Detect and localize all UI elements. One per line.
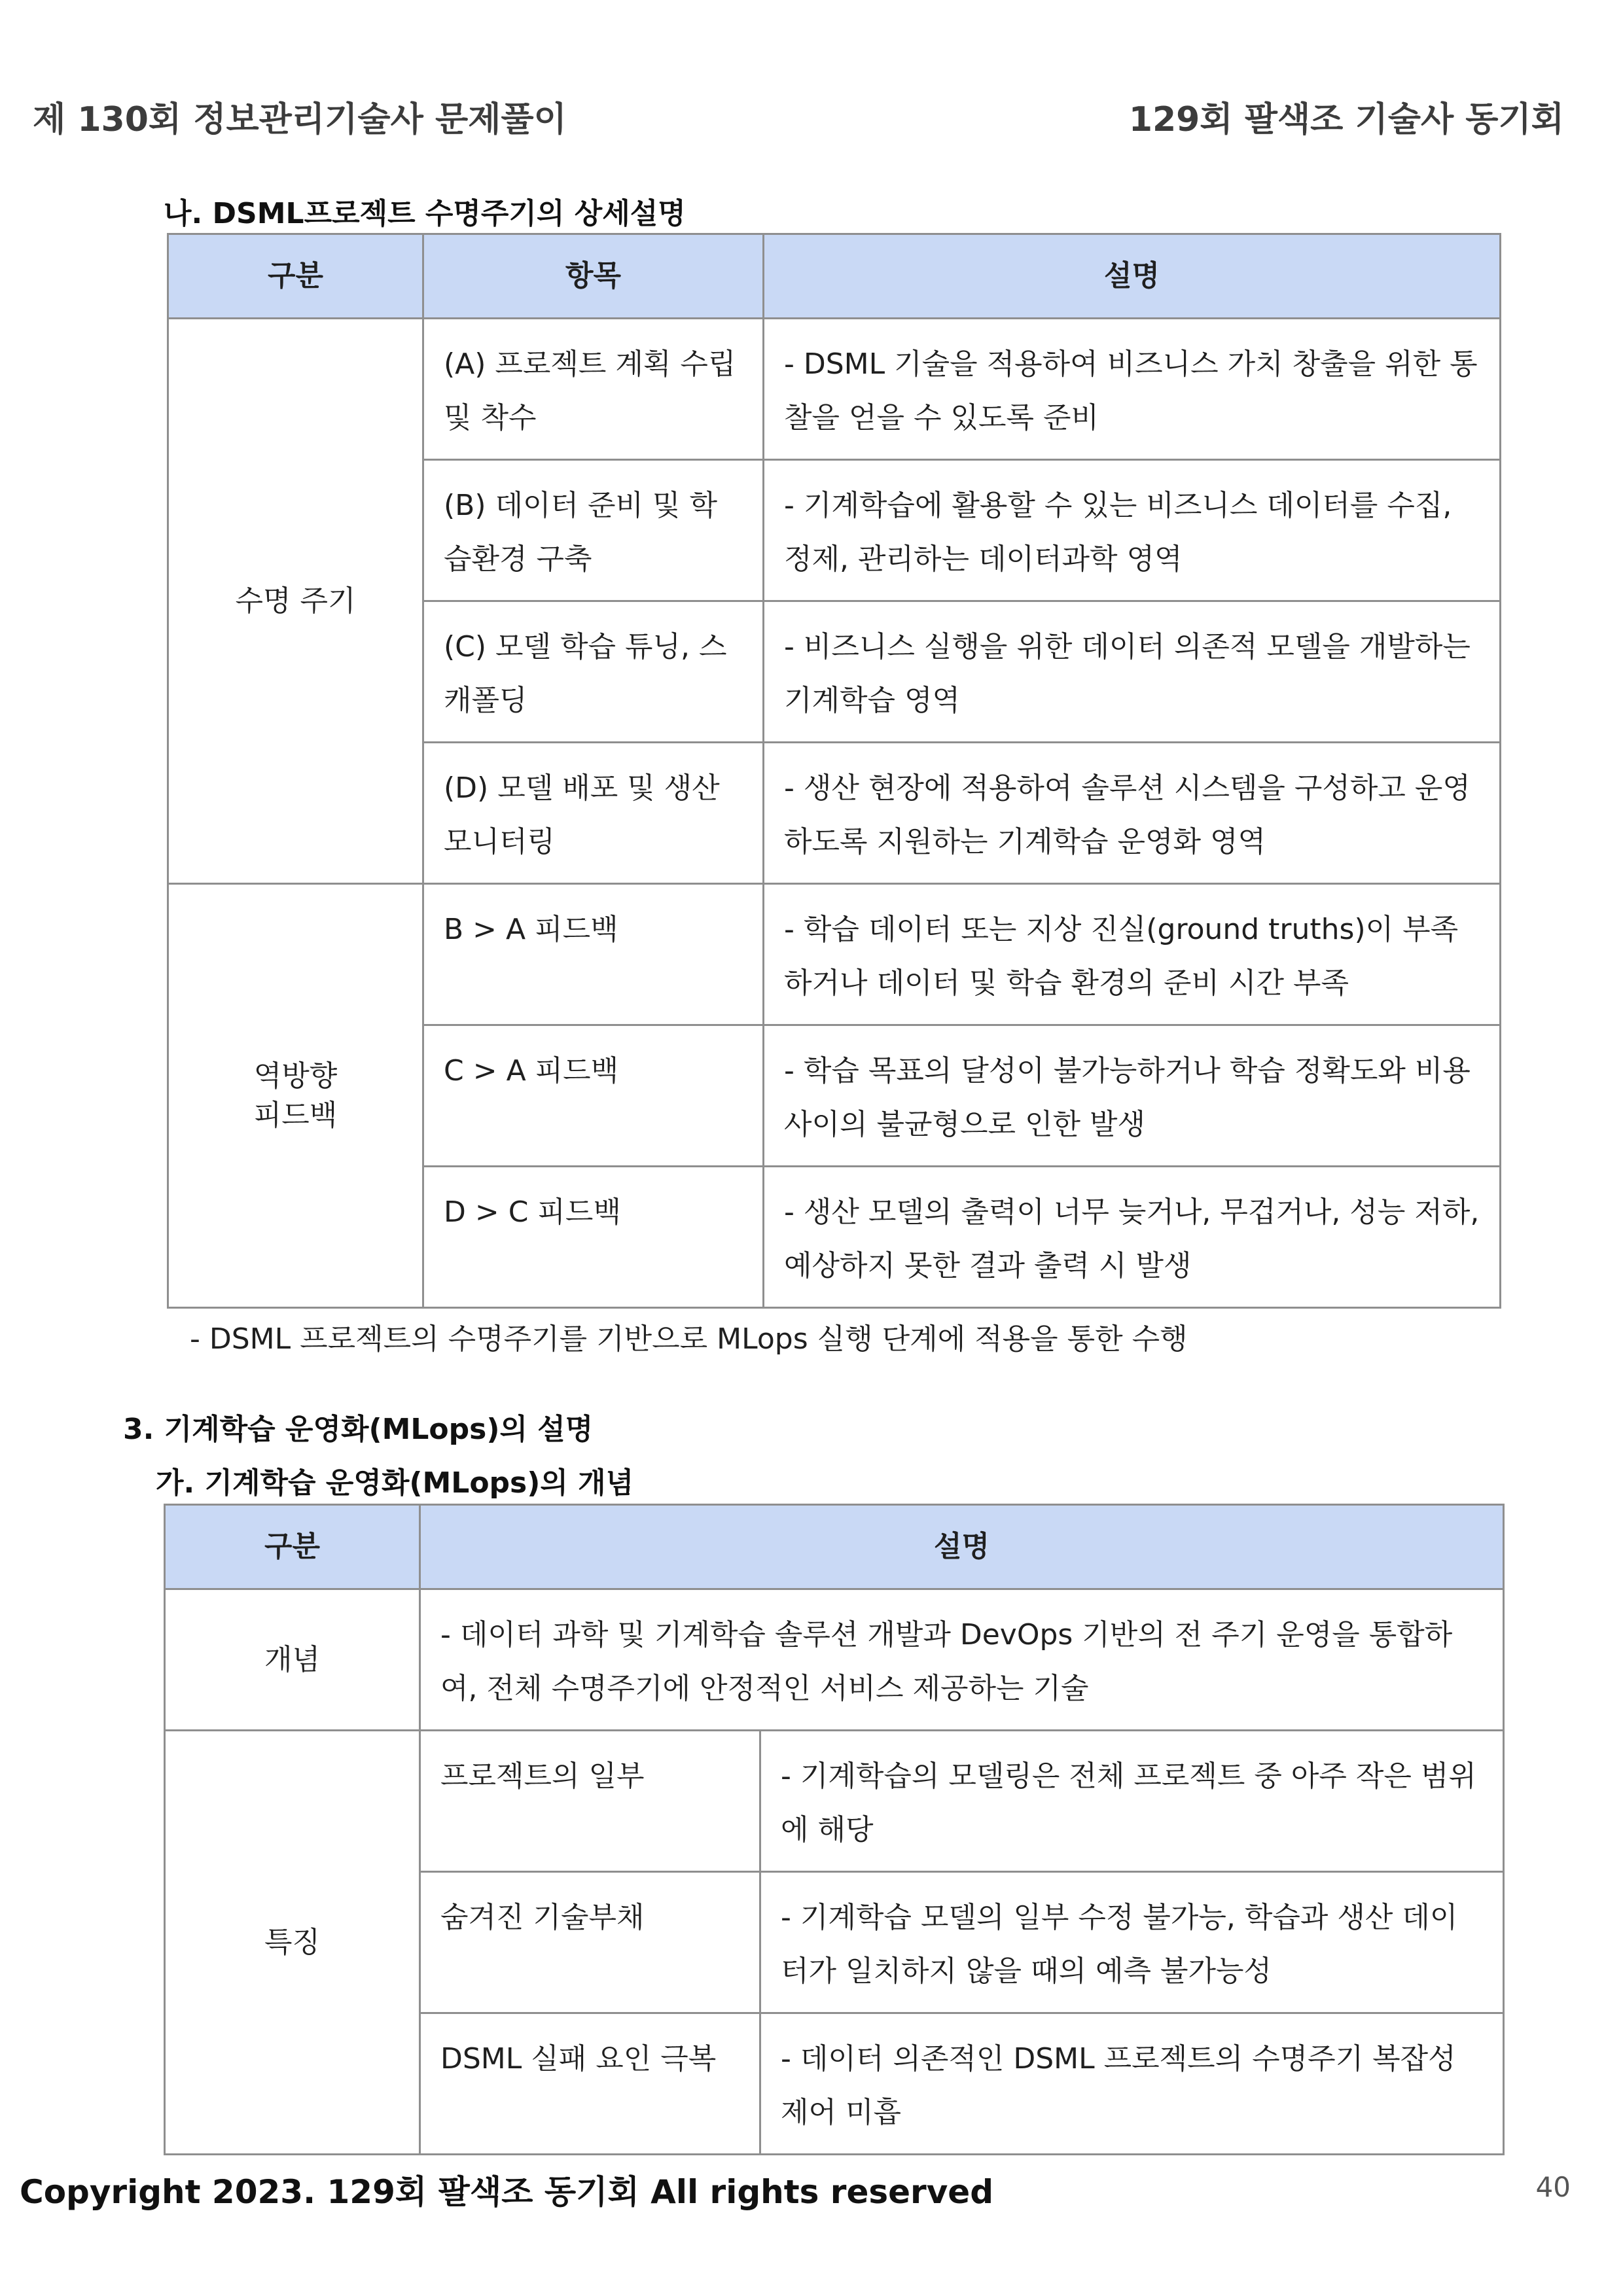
group-label-lifecycle: 수명 주기 <box>168 319 423 884</box>
feature-label: 특징 <box>165 1731 420 2155</box>
page-number: 40 <box>1535 2171 1571 2203</box>
desc-cell: - 기계학습에 활용할 수 있는 비즈니스 데이터를 수집, 정제, 관리하는 데이터과학 영역 <box>764 460 1501 601</box>
mlops-concept-table <box>164 1504 1505 2155</box>
lifecycle-note: - DSML 프로젝트의 수명주기를 기반으로 MLops 실행 단계에 적용을 통한 수행 <box>190 1322 1188 1356</box>
item-cell: DSML 실패 요인 극복 <box>420 2013 760 2155</box>
column-header: 설명 <box>764 234 1501 319</box>
section-3-subtitle: 가. 기계학습 운영화(MLops)의 개념 <box>156 1466 634 1500</box>
item-cell: (B) 데이터 준비 및 학습환경 구축 <box>423 460 764 601</box>
desc-cell: - 기계학습 모델의 일부 수정 불가능, 학습과 생산 데이터가 일치하지 않을 때의 예측 불가능성 <box>760 1872 1504 2013</box>
item-cell: (C) 모델 학습 튜닝, 스캐폴딩 <box>423 601 764 743</box>
desc-cell: - 기계학습의 모델링은 전체 프로젝트 중 아주 작은 범위에 해당 <box>760 1731 1504 1872</box>
section-na-title: 나. DSML프로젝트 수명주기의 상세설명 <box>164 197 686 230</box>
table-header-row <box>168 234 1501 319</box>
item-cell: (A) 프로젝트 계획 수립 및 착수 <box>423 319 764 460</box>
table-row <box>168 319 1501 460</box>
concept-label: 개념 <box>165 1589 420 1731</box>
desc-cell: - 학습 목표의 달성이 불가능하거나 학습 정확도와 비용 사이의 불균형으로 인한 발생 <box>764 1025 1501 1167</box>
table-row <box>165 1731 1504 1872</box>
item-cell: 프로젝트의 일부 <box>420 1731 760 1872</box>
column-header: 설명 <box>420 1505 1504 1589</box>
item-cell: B > A 피드백 <box>423 884 764 1025</box>
column-header: 항목 <box>423 234 764 319</box>
column-header: 구분 <box>165 1505 420 1589</box>
table-row <box>168 884 1501 1025</box>
desc-cell: - 생산 현장에 적용하여 솔루션 시스템을 구성하고 운영하도록 지원하는 기계학습 운영화 영역 <box>764 743 1501 884</box>
table-row <box>165 1589 1504 1731</box>
desc-cell: - 데이터 의존적인 DSML 프로젝트의 수명주기 복잡성 제어 미흡 <box>760 2013 1504 2155</box>
header-left-title: 제 130회 정보관리기술사 문제풀이 <box>33 100 567 139</box>
header-right-title: 129회 팔색조 기술사 동기회 <box>1128 100 1564 139</box>
column-header: 구분 <box>168 234 423 319</box>
item-cell: D > C 피드백 <box>423 1167 764 1308</box>
group-label-feedback: 역방향 피드백 <box>168 884 423 1308</box>
table-header-row <box>165 1505 1504 1589</box>
desc-cell: - 학습 데이터 또는 지상 진실(ground truths)이 부족하거나 데이터 및 학습 환경의 준비 시간 부족 <box>764 884 1501 1025</box>
desc-cell: - 비즈니스 실행을 위한 데이터 의존적 모델을 개발하는 기계학습 영역 <box>764 601 1501 743</box>
desc-cell: - 생산 모델의 출력이 너무 늦거나, 무겁거나, 성능 저하, 예상하지 못한 결과 출력 시 발생 <box>764 1167 1501 1308</box>
item-cell: (D) 모델 배포 및 생산 모니터링 <box>423 743 764 884</box>
desc-cell: - DSML 기술을 적용하여 비즈니스 가치 창출을 위한 통찰을 얻을 수 있도록 준비 <box>764 319 1501 460</box>
concept-desc: - 데이터 과학 및 기계학습 솔루션 개발과 DevOps 기반의 전 주기 운영을 통합하여, 전체 수명주기에 안정적인 서비스 제공하는 기술 <box>420 1589 1504 1731</box>
dsml-lifecycle-table <box>167 233 1501 1309</box>
section-3-title: 3. 기계학습 운영화(MLops)의 설명 <box>123 1413 594 1446</box>
item-cell: 숨겨진 기술부채 <box>420 1872 760 2013</box>
item-cell: C > A 피드백 <box>423 1025 764 1167</box>
copyright-footer: Copyright 2023. 129회 팔색조 동기회 All rights reserved <box>20 2173 994 2211</box>
